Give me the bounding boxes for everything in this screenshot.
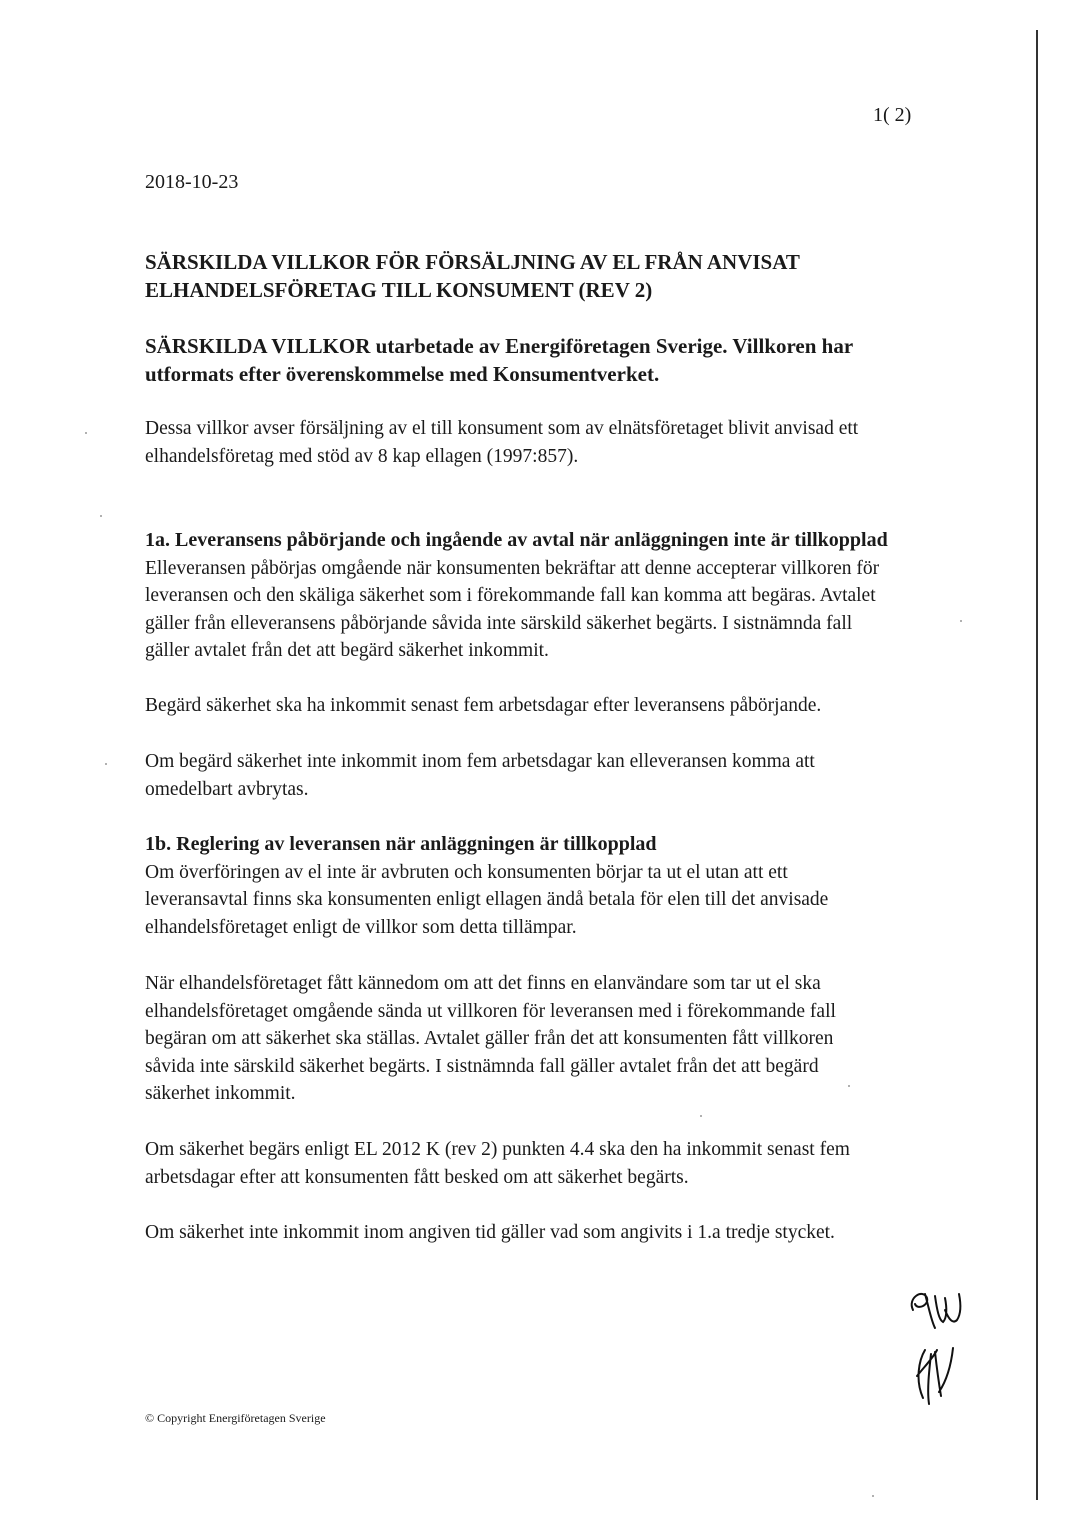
scan-speck: [848, 1085, 850, 1087]
handwritten-initials-signature: [895, 1280, 995, 1420]
paragraph-line: elhandelsföretag med stöd av 8 kap ellagen (1997:857).: [145, 445, 579, 467]
paragraph-line: leveransen och den skäliga säkerhet som i förekommande fall kan komma att begäras. Avtalet: [145, 585, 876, 606]
scan-speck: [960, 620, 962, 622]
section-1a-paragraph-2: Begärd säkerhet ska ha inkommit senast fem arbetsdagar efter leveransens påbörjande.: [145, 695, 822, 716]
scan-speck: [105, 763, 107, 765]
scan-speck: [700, 1115, 702, 1117]
paragraph-line: arbetsdagar efter att konsumenten fått besked om att säkerhet begärts.: [145, 1166, 689, 1188]
scan-speck: [85, 432, 87, 434]
scan-speck: [872, 1495, 874, 1497]
paragraph-line: såvida inte särskild säkerhet begärts. I sistnämnda fall gäller avtalet från det att begärd: [145, 1055, 819, 1077]
document-date: 2018-10-23: [145, 171, 239, 193]
paragraph-line: elhandelsföretaget omgående sända ut villkoren för leveransen med i förekommande fall: [145, 1000, 836, 1022]
title-line: ELHANDELSFÖRETAG TILL KONSUMENT (REV 2): [145, 278, 653, 302]
scope-paragraph: [145, 415, 925, 470]
section-1b-paragraph-4: Om säkerhet inte inkommit inom angiven tid gäller vad som angivits i 1.a tredje stycket.: [145, 1222, 835, 1243]
section-1a-heading: 1a. Leveransens påbörjande och ingående av avtal när anläggningen inte är tillkopplad: [145, 529, 888, 551]
intro-line: utformats efter överenskommelse med Konsumentverket.: [145, 362, 660, 386]
paragraph-line: Elleveransen påbörjas omgående när konsumenten bekräftar att denne accepterar villkoren för: [145, 557, 880, 579]
paragraph-line: omedelbart avbrytas.: [145, 778, 309, 800]
paragraph-line: När elhandelsföretaget fått kännedom om att det finns en elanvändare som tar ut el ska: [145, 973, 821, 994]
scan-speck: [100, 515, 102, 517]
paragraph-line: Om begärd säkerhet inte inkommit inom fem arbetsdagar kan elleveransen komma att: [145, 751, 815, 772]
paragraph-line: leveransavtal finns ska konsumenten enligt ellagen ändå betala för elen till det anvisade: [145, 889, 829, 910]
intro-statement: [145, 332, 905, 388]
section-1b-paragraph-2: [145, 970, 925, 1108]
paragraph-line: Om överföringen av el inte är avbruten och konsumenten börjar ta ut el utan att ett: [145, 861, 788, 883]
page-number: 1( 2): [873, 104, 912, 126]
section-1a-paragraph: [145, 527, 925, 665]
section-1b-paragraph-3: [145, 1136, 925, 1191]
paragraph-line: gäller från elleveransens påbörjande såvida inte särskild säkerhet begärts. I sistnämnda fall: [145, 612, 853, 634]
section-1b-paragraph: [145, 831, 925, 941]
paragraph-line: Om säkerhet begärs enligt EL 2012 K (rev 2) punkten 4.4 ska den ha inkommit senast fem: [145, 1139, 850, 1160]
title-line: SÄRSKILDA VILLKOR FÖR FÖRSÄLJNING AV EL FRÅN ANVISAT: [145, 250, 800, 274]
paragraph-line: Dessa villkor avser försäljning av el till konsument som av elnätsföretaget blivit anvisad ett: [145, 418, 859, 439]
paragraph-line: elhandelsföretaget enligt de villkor som detta tillämpar.: [145, 916, 577, 938]
copyright-footer: © Copyright Energiföretagen Sverige: [145, 1411, 326, 1425]
section-1b-heading: 1b. Reglering av leveransen när anläggningen är tillkopplad: [145, 833, 657, 855]
section-1a-paragraph-3: [145, 748, 925, 803]
document-title: [145, 248, 905, 304]
paragraph-line: säkerhet inkommit.: [145, 1083, 296, 1104]
scan-edge-line: [1036, 30, 1038, 1500]
paragraph-line: gäller avtalet från det att begärd säkerhet inkommit.: [145, 640, 549, 661]
paragraph-line: begäran om att säkerhet ska ställas. Avtalet gäller från det att konsumenten fått villkoren: [145, 1028, 834, 1049]
intro-line: SÄRSKILDA VILLKOR utarbetade av Energiföretagen Sverige. Villkoren har: [145, 334, 854, 358]
